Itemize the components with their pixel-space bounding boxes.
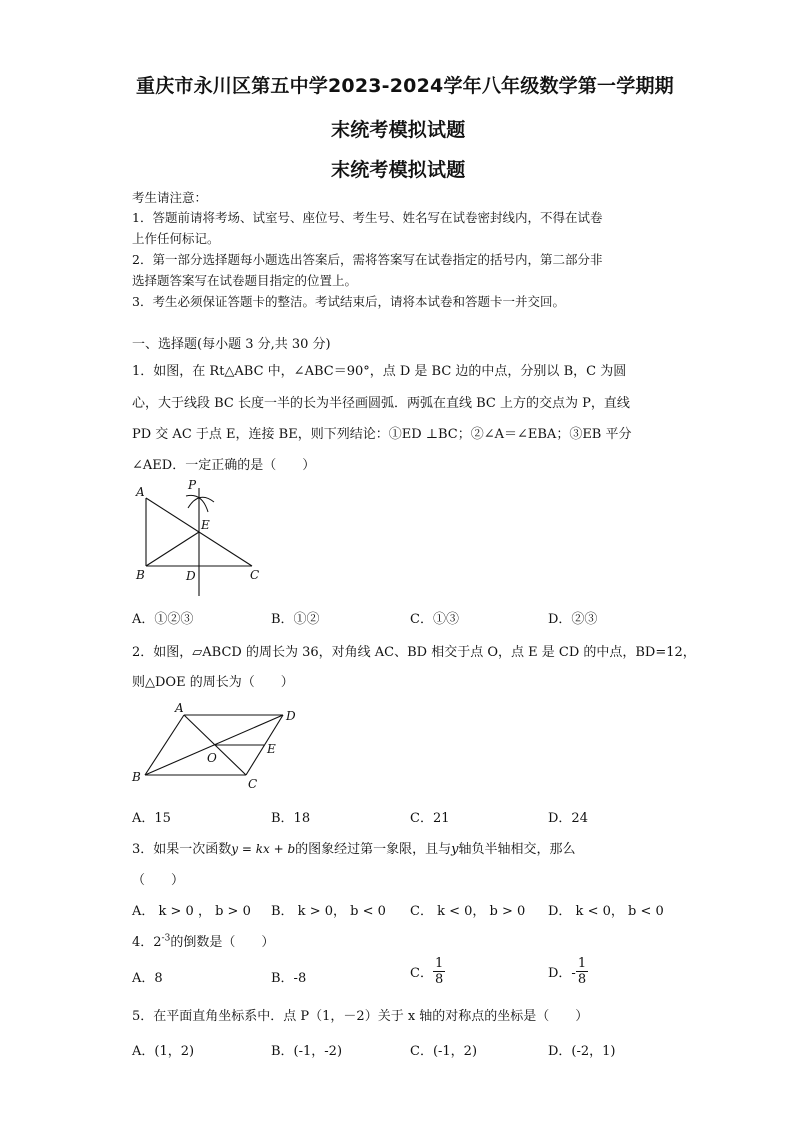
- q4-option-d: [548, 956, 588, 987]
- q4-option-c-fraction: [433, 956, 445, 987]
- q1-label-p: P: [188, 478, 197, 492]
- q4-option-d-den: 8: [577, 972, 587, 987]
- notice-line: 选择题答案写在试卷题目指定的位置上。: [132, 273, 358, 288]
- notice-heading: 考生请注意：: [132, 190, 208, 205]
- q3-stem-line: [132, 838, 576, 857]
- q2-label-d: D: [286, 709, 296, 723]
- q2-stem-line: 2．如图，▱ABCD 的周长为 36，对角线 AC、BD 相交于点 O，点 E 是 CD 的中点，BD=12，: [132, 645, 696, 660]
- notice-line: 2．第一部分选择题每小题选出答案后，需将答案写在试卷指定的括号内，第二部分非: [132, 252, 603, 267]
- q1-stem-line: ∠AED．一定正确的是（ ）: [132, 458, 316, 473]
- q4-option-c-label: C．: [410, 966, 433, 981]
- q1-label-e: E: [201, 518, 210, 532]
- notice-line: 3．考生必须保证答题卡的整洁。考试结束后，请将本试卷和答题卡一并交回。: [132, 294, 565, 309]
- q2-label-o: O: [207, 751, 217, 765]
- notice-line: 上作任何标记。: [132, 231, 220, 246]
- q4-option-a: A．8: [132, 971, 163, 986]
- q1-option-a: A．①②③: [132, 612, 194, 627]
- q1-stem-line: PD 交 AC 于点 E，连接 BE，则下列结论：①ED ⊥BC；②∠A＝∠EBA；③EB 平分: [132, 427, 632, 442]
- q3-stem-post: 轴负半轴相交，那么: [458, 842, 576, 857]
- q2-option-d: D．24: [548, 811, 588, 826]
- q1-label-b: B: [136, 568, 145, 582]
- section-heading: 一、选择题(每小题 3 分,共 30 分): [132, 337, 331, 352]
- q2-option-b: B．18: [271, 811, 311, 826]
- q3-formula: y = kx + b: [231, 842, 296, 856]
- q1-stem-line: 1．如图，在 Rt△ABC 中，∠ABC＝90°，点 D 是 BC 边的中点，分别以 B，C 为圆: [132, 364, 627, 379]
- q2-label-a: A: [175, 701, 184, 715]
- q3-y: y: [451, 842, 459, 857]
- q3-stem-line: （ ）: [132, 873, 185, 888]
- q2-stem-line: 则△DOE 的周长为（ ）: [132, 675, 294, 690]
- q2-figure: [128, 698, 308, 796]
- q1-option-b: B．①②: [271, 612, 320, 627]
- q4-option-c-num: 1: [434, 956, 444, 971]
- q5-option-b: B．(-1，-2): [271, 1044, 343, 1059]
- q4-stem-exp: -3: [161, 933, 171, 944]
- q4-option-b: B．-8: [271, 971, 307, 986]
- notice-line: 1．答题前请将考场、试室号、座位号、考生号、姓名写在试卷密封线内，不得在试卷: [132, 210, 603, 225]
- q4-option-c-den: 8: [434, 972, 444, 987]
- q1-option-d: D．②③: [548, 612, 598, 627]
- q4-stem-post: 的倒数是（ ）: [170, 935, 275, 950]
- q1-figure: [128, 476, 278, 598]
- q2-option-a: A．15: [132, 811, 171, 826]
- page-title-line2: 末统考模拟试题: [331, 119, 466, 141]
- q2-label-c: C: [248, 777, 258, 791]
- q4-option-d-label: D．-: [548, 966, 576, 981]
- page-title-line1: 重庆市永川区第五中学2023-2024学年八年级数学第一学期期: [136, 75, 674, 97]
- q4-option-d-fraction: [576, 956, 588, 987]
- q4-stem: [132, 931, 274, 950]
- q1-label-d: D: [186, 569, 196, 583]
- q5-stem: 5．在平面直角坐标系中．点 P（1，－2）关于 x 轴的对称点的坐标是（ ）: [132, 1009, 589, 1024]
- q4-option-c: [410, 956, 445, 987]
- q3-option-a: A． k > 0 ， b > 0: [132, 904, 251, 919]
- q1-option-c: C．①③: [410, 612, 459, 627]
- q5-option-d: D．(-2，1): [548, 1044, 616, 1059]
- q1-label-a: A: [136, 485, 145, 499]
- q1-label-c: C: [250, 568, 260, 582]
- q2-label-b: B: [132, 770, 141, 784]
- q3-option-d: D． k < 0， b < 0: [548, 904, 664, 919]
- q1-stem-line: 心，大于线段 BC 长度一半的长为半径画圆弧．两弧在直线 BC 上方的交点为 P，直线: [132, 396, 630, 411]
- q2-option-c: C．21: [410, 811, 450, 826]
- q3-stem-pre: 3．如果一次函数: [132, 842, 232, 857]
- q2-label-e: E: [267, 742, 276, 756]
- q3-option-b: B． k > 0， b < 0: [271, 904, 386, 919]
- q5-option-c: C．(-1，2): [410, 1044, 478, 1059]
- q4-option-d-num: 1: [577, 956, 587, 971]
- q3-stem-mid: 的图象经过第一象限，且与: [295, 842, 452, 857]
- q5-option-a: A．(1，2): [132, 1044, 195, 1059]
- q4-stem-base: 4．2: [132, 935, 162, 950]
- q3-option-c: C． k < 0， b > 0: [410, 904, 526, 919]
- page-title-line3: 末统考模拟试题: [331, 159, 466, 181]
